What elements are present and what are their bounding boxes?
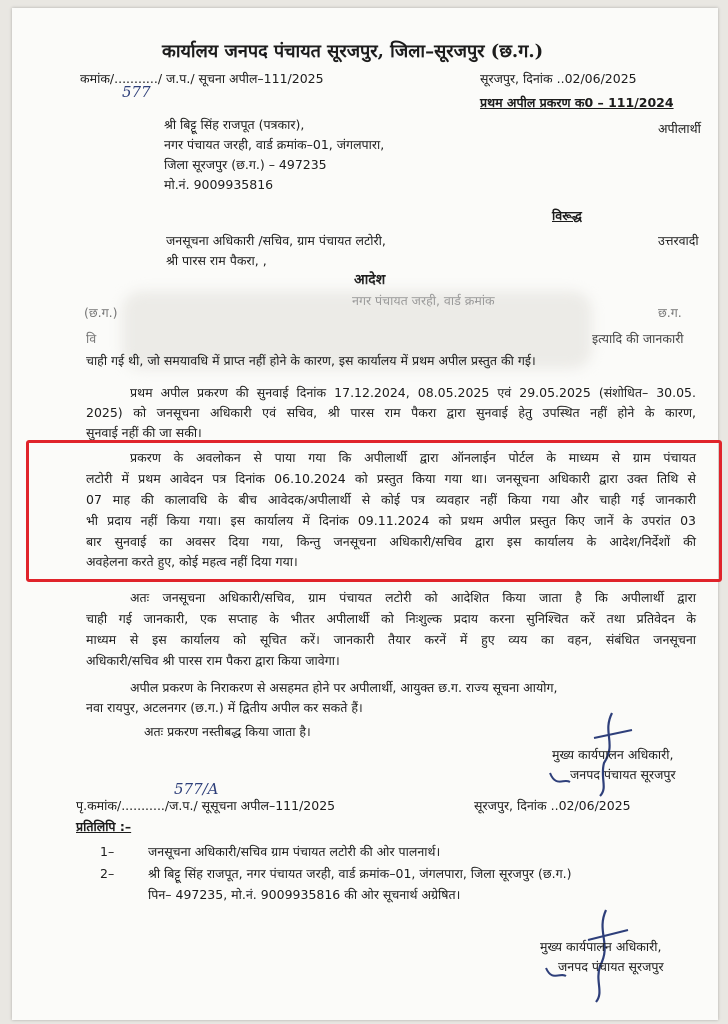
para3-line: 07 माह की कालावधि के बीच आवेदक/अपीलार्थी से कोई पत्र व्यवहार नहीं किया गया और चाही गई जानकारी xyxy=(86,492,696,507)
officer-signature-2 xyxy=(540,906,660,1006)
appellant-name: श्री बिट्टू सिंह राजपूत (पत्रकार), xyxy=(164,117,305,132)
signature2-office: जनपद पंचायत सूरजपुर xyxy=(558,959,664,974)
para1-fragment: (छ.ग.) xyxy=(84,305,118,320)
appellant-label: अपीलार्थी xyxy=(658,121,701,136)
para1-fragment: छ.ग. xyxy=(658,305,682,320)
reference-number: कमांक/.........../ ज.प./ सूचना अपील–111/2025 xyxy=(80,71,324,86)
handwritten-endorsement-ref: 577/A xyxy=(174,780,219,798)
endorsement-reference: पृ.कमांक/.........../ज.प./ सूसूचना अपील–111/2025 xyxy=(76,798,336,813)
office-title: कार्यालय जनपद पंचायत सूरजपुर, जिला–सूरजपुर (छ.ग.) xyxy=(162,41,544,62)
signature1-designation: मुख्य कार्यपालन अधिकारी, xyxy=(552,747,674,762)
para3-line: प्रकरण के अवलोकन से पाया गया कि अपीलार्थी द्वारा ऑनलाईन पोर्टल के माध्यम से ग्राम पंचायत xyxy=(130,450,696,465)
para5-line: अपील प्रकरण के निराकरण से असहमत होने पर अपीलार्थी, आयुक्त छ.ग. राज्य सूचना आयोग, xyxy=(130,680,558,695)
signature1-office: जनपद पंचायत सूरजपुर xyxy=(570,767,676,782)
copy-item-text: जनसूचना अधिकारी/सचिव ग्राम पंचायत लटोरी की ओर पालनार्थ। xyxy=(148,844,441,859)
para4-line: अतः जनसूचना अधिकारी/सचिव, ग्राम पंचायत लटोरी को आदेशित किया जाता है कि अपीलार्थी द्वारा xyxy=(130,590,696,605)
respondent-officer: जनसूचना अधिकारी /सचिव, ग्राम पंचायत लटोरी, xyxy=(166,233,386,248)
copy-item-number: 1– xyxy=(100,844,115,859)
copy-item-text: पिन– 497235, मो.नं. 9009935816 की ओर सूचनार्थ अग्रेषित। xyxy=(148,887,461,902)
para3-line: भी प्रदाय नहीं किया गया। इस कार्यालय में दिनांक 09.11.2024 को प्रथम अपील प्रस्तुत किए जानें के उपरांत 03 xyxy=(86,513,696,528)
copy-to-label: प्रतिलिपि :– xyxy=(76,819,132,834)
order-heading: आदेश xyxy=(354,272,386,288)
signature2-designation: मुख्य कार्यपालन अधिकारी, xyxy=(540,939,662,954)
document-page xyxy=(12,8,718,1020)
respondent-name: श्री पारस राम पैकरा, , xyxy=(166,253,267,268)
appellant-district: जिला सूरजपुर (छ.ग.) – 497235 xyxy=(164,157,327,172)
para1-last-line: चाही गई थी, जो समयावधि में प्राप्त नहीं होने के कारण, इस कार्यालय में प्रथम अपील प्रस्तुत की गई। xyxy=(86,353,536,368)
para2-line: 2025) को जनसूचना अधिकारी एवं सचिव, श्री पारस राम पैकरा द्वारा सुनवाई हेतु उपस्थित नहीं होने के कारण, xyxy=(86,405,696,420)
copy-item-text: श्री बिट्टू सिंह राजपूत, नगर पंचायत जरही, वार्ड क्रमांक–01, जंगलपारा, जिला सूरजपुर (छ.ग.) xyxy=(148,866,572,881)
para2-line: प्रथम अपील प्रकरण की सुनवाई दिनांक 17.12.2024, 08.05.2025 एवं 29.05.2025 (संशोधित– 30.05. xyxy=(130,385,696,400)
para3-line: बार सुनवाई का अवसर दिया गया, किन्तु जनसूचना अधिकारी/सचिव द्वारा इस कार्यालय के आदेश/निर्देशों की xyxy=(86,534,696,549)
versus-label: विरूद्ध xyxy=(552,208,582,223)
appeal-case-number: प्रथम अपील प्रकरण क0 – 111/2024 xyxy=(480,95,674,110)
para1-fragment: इत्यादि की जानकारी xyxy=(592,331,684,346)
respondent-label: उत्तरवादी xyxy=(658,233,699,248)
para3-line: लटोरी में प्रथम आवेदन पत्र दिनांक 06.10.2024 को प्रस्तुत किया गया था। जनसूचना अधिकारी द्वारा उक्त तिथि से xyxy=(86,471,696,486)
para4-line: चाही गई जानकारी, एक सप्ताह के भीतर अपीलार्थी को निःशुल्क प्रदाय करना सुनिश्चित करें तथा प्रतिवेदन के xyxy=(86,611,696,626)
para1-fragment: वि xyxy=(86,331,97,346)
order-date: सूरजपुर, दिनांक ..02/06/2025 xyxy=(480,71,637,86)
copy-item-number: 2– xyxy=(100,866,115,881)
para1-fragment: नगर पंचायत जरही, वार्ड क्रमांक xyxy=(352,293,495,308)
appellant-address: नगर पंचायत जरही, वार्ड क्रमांक–01, जंगलपारा, xyxy=(164,137,385,152)
para6-closing: अतः प्रकरण नस्तीबद्ध किया जाता है। xyxy=(144,724,311,739)
handwritten-reference: 577 xyxy=(122,83,151,101)
para4-line: अधिकारी/सचिव श्री पारस राम पैकरा द्वारा किया जावेगा। xyxy=(86,653,340,668)
para2-line: सुनवाई नहीं की जा सकी। xyxy=(86,425,202,440)
endorsement-date: सूरजपुर, दिनांक ..02/06/2025 xyxy=(474,798,631,813)
para3-line: अवहेलना करते हुए, कोई महत्व नहीं दिया गया। xyxy=(86,554,298,569)
appellant-mobile: मो.नं. 9009935816 xyxy=(164,177,274,192)
para4-line: माध्यम से इस कार्यालय को सूचित करें। जानकारी तैयार करनें में हुए व्यय का वहन, संबंधित जनसूचना xyxy=(86,632,696,647)
para5-line: नवा रायपुर, अटलनगर (छ.ग.) में द्वितीय अपील कर सकते हैं। xyxy=(86,700,363,715)
